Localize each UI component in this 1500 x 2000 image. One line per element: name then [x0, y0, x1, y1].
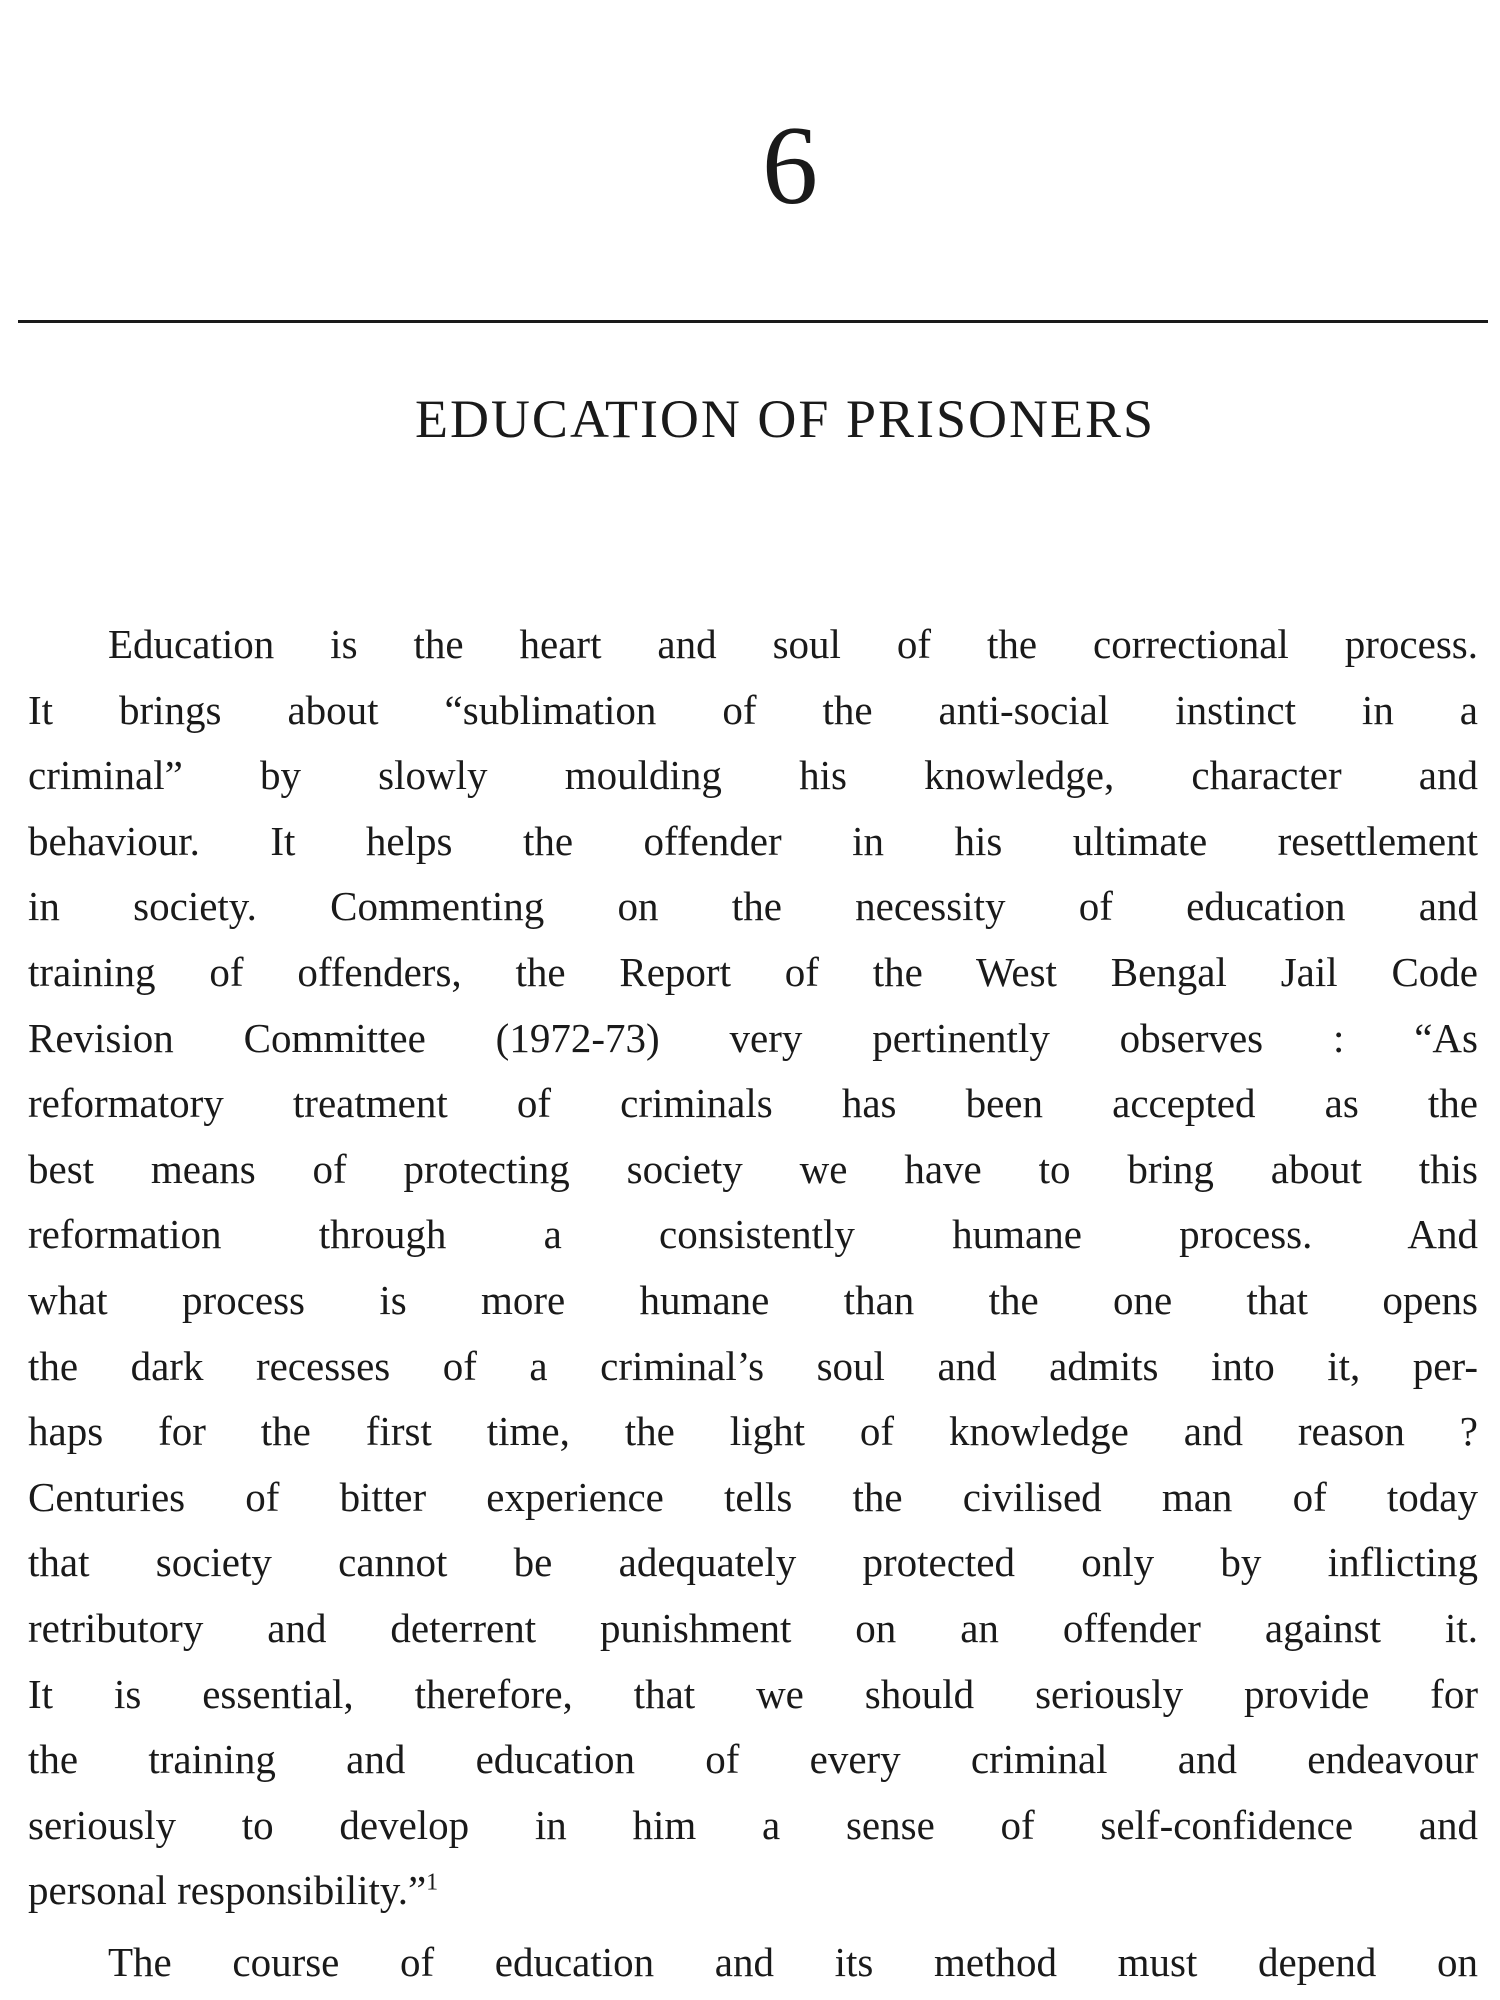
paragraph-line: It brings about “sublimation of the anti-social instinct in a — [28, 686, 1478, 733]
paragraph-last-line — [28, 1858, 1478, 1924]
paragraph-line: the dark recesses of a criminal’s soul and admits into it, per- — [28, 1342, 1478, 1389]
paragraph-1 — [28, 612, 1478, 1924]
paragraph-2 — [28, 1930, 1478, 1996]
paragraph-line: what process is more humane than the one that opens — [28, 1276, 1478, 1323]
paragraph-line: seriously to develop in him a sense of self-confidence and — [28, 1801, 1478, 1848]
chapter-title: EDUCATION OF PRISONERS — [414, 389, 1156, 449]
paragraph-line: Centuries of bitter experience tells the civilised man of today — [28, 1473, 1478, 1520]
body-text — [28, 612, 1478, 1995]
footnote-marker[interactable]: 1 — [426, 1869, 439, 1896]
paragraph-line: that society cannot be adequately protected only by inflicting — [28, 1539, 1478, 1586]
paragraph-line: in society. Commenting on the necessity of education and — [28, 883, 1478, 930]
paragraph-line: criminal” by slowly moulding his knowledge, character and — [28, 752, 1478, 799]
paragraph-line: reformation through a consistently humane process. And — [28, 1211, 1478, 1258]
paragraph-line: Revision Committee (1972-73) very pertinently observes : “As — [28, 1014, 1478, 1061]
paragraph-line: retributory and deterrent punishment on an offender against it. — [28, 1604, 1478, 1651]
paragraph-line: the training and education of every criminal and endeavour — [28, 1736, 1478, 1783]
paragraph-line: best means of protecting society we have to bring about this — [28, 1145, 1478, 1192]
paragraph-line: behaviour. It helps the offender in his ultimate resettlement — [28, 817, 1478, 864]
paragraph-line: personal responsibility.” — [28, 1867, 427, 1914]
paragraph-line: haps for the first time, the light of knowledge and reason ? — [28, 1408, 1478, 1455]
paragraph-line: training of offenders, the Report of the West Bengal Jail Code — [28, 948, 1478, 995]
paragraph-line: reformatory treatment of criminals has been accepted as the — [28, 1080, 1478, 1127]
chapter-rule — [18, 320, 1488, 323]
paragraph-line: The course of education and its method must depend on — [108, 1938, 1478, 1985]
paragraph-line: It is essential, therefore, that we should seriously provide for — [28, 1670, 1478, 1717]
chapter-number: 6 — [762, 104, 818, 228]
paragraph-line: Education is the heart and soul of the correctional process. — [108, 621, 1478, 667]
